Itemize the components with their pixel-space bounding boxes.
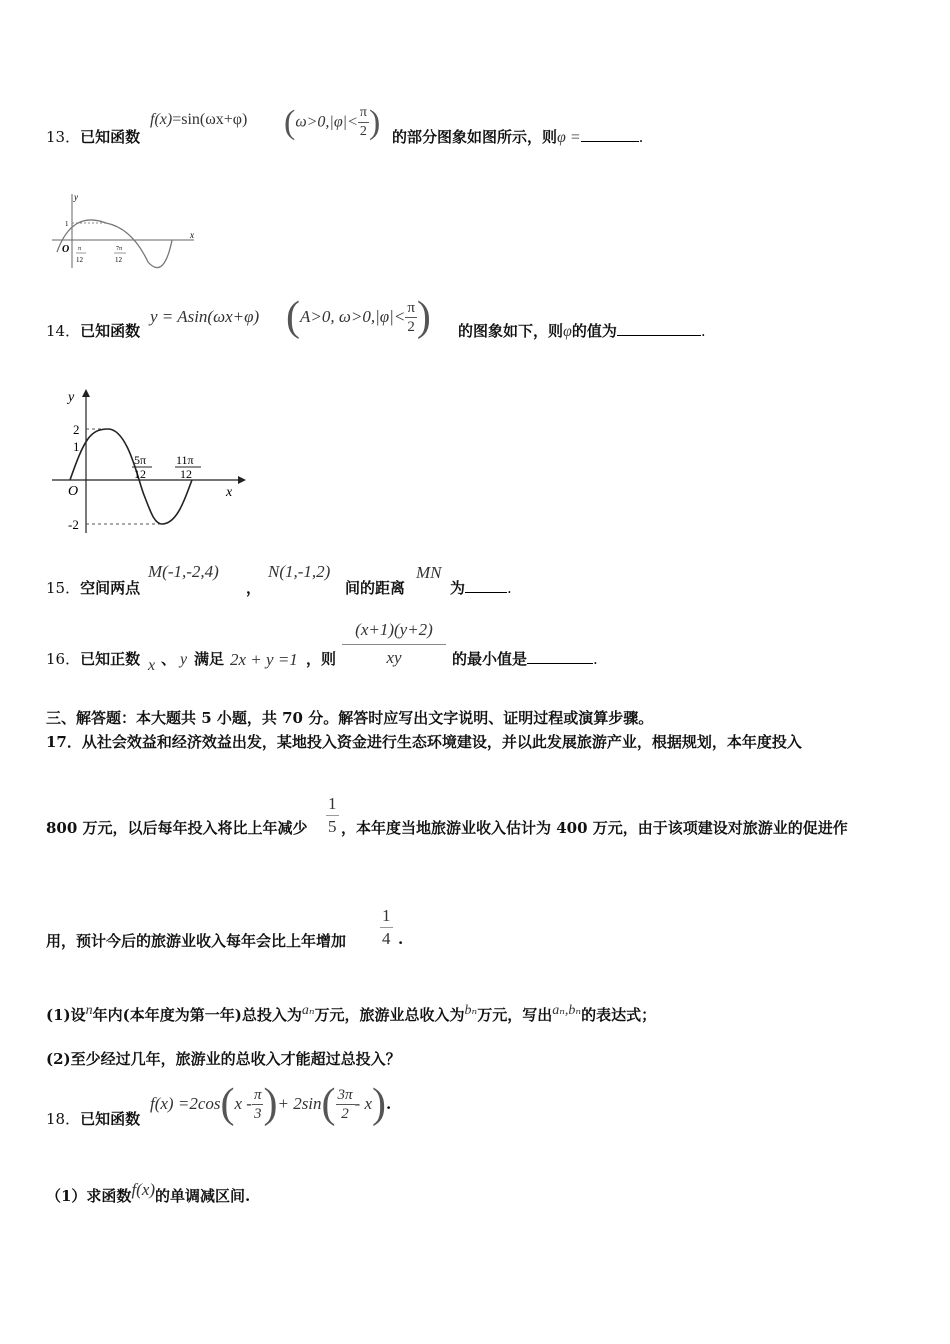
q13-formula-lhs: f(x) — [150, 111, 173, 128]
q13-end: . — [638, 128, 644, 146]
q16-frac-num: (x+1)(y+2) — [342, 620, 446, 645]
q18-p1-b: 的单调减区间. — [155, 1187, 251, 1205]
q14-left-paren: ( — [286, 294, 300, 340]
q17-line2-rest — [341, 817, 848, 838]
q13-condition-fraction — [358, 104, 369, 141]
question-13 — [46, 126, 140, 147]
q13-condition-text: ω>0,|φ|< — [295, 113, 358, 131]
q14-tick2-den: 12 — [180, 467, 192, 481]
q17-part2: (2)至少经过几年，旅游业的总收入才能超过总投入？ — [46, 1050, 401, 1068]
q18-intro: 已知函数 — [80, 1110, 141, 1128]
q14-label-one: 1 — [73, 439, 80, 454]
q14-sine-curve — [70, 429, 192, 524]
q13-tick1-den: 12 — [76, 256, 83, 264]
section-heading: 三、解答题：本大题共 5 小题，共 70 分。解答时应写出文字说明、证明过程或演算步骤。 — [46, 709, 654, 727]
q14-formula — [150, 307, 259, 327]
q14-intro: 已知函数 — [80, 322, 141, 340]
q15-post: 为 — [450, 579, 466, 597]
q17-p1-c: 万元，旅游业总收入为 — [314, 1006, 465, 1024]
q16-x-var: x — [148, 657, 156, 674]
q18-frac1-den: 3 — [253, 1105, 262, 1122]
q17-frac1-den: 5 — [328, 817, 337, 836]
q16-equation — [230, 650, 298, 670]
q17-p1-bn: bₙ — [464, 1003, 478, 1018]
q15-answer-blank — [465, 592, 507, 593]
q16-intro: 已知正数 — [80, 650, 141, 668]
q14-label-origin: O — [68, 484, 79, 499]
q17-p1-n: n — [85, 1003, 93, 1018]
q17-line3-end — [398, 930, 403, 948]
q15-mid-text: 间的距离 — [345, 579, 406, 597]
q14-tick1-num: 5π — [134, 453, 147, 467]
question-18 — [46, 1108, 140, 1129]
q13-label-x: x — [190, 230, 194, 240]
q16-x — [148, 656, 155, 675]
q14-label-y: y — [68, 390, 75, 405]
q17-frac2 — [380, 905, 393, 950]
q15-separator — [246, 577, 261, 598]
q18-lhs: f(x) =2cos — [150, 1094, 221, 1113]
q17-fraction-1 — [326, 793, 339, 838]
q18-paren2-open: ( — [321, 1081, 336, 1127]
q14-label-two: 2 — [73, 422, 80, 437]
q13-label-origin: O — [62, 244, 70, 255]
q15-point-m — [148, 562, 219, 582]
q18-formula — [150, 1083, 391, 1125]
q17-p1-an: aₙ — [301, 1003, 315, 1018]
q13-intro: 已知函数 — [80, 128, 141, 146]
q14-post: 的图象如下，则 — [458, 322, 564, 340]
q17-line2-a: 800 万元，以后每年投入将比上年减少 — [46, 819, 308, 837]
q13-formula — [150, 110, 247, 129]
q16-answer-blank — [527, 663, 593, 664]
q13-left-paren: ( — [284, 103, 296, 141]
q17-line3-b: . — [398, 930, 404, 948]
q14-label-neg-two: -2 — [68, 517, 79, 532]
q17-p1-d: 万元，写出 — [477, 1006, 553, 1024]
q14-right-paren: ) — [416, 294, 431, 340]
q15-point-n — [268, 562, 330, 582]
q17-frac1 — [326, 793, 339, 838]
q14-answer-blank — [617, 335, 701, 336]
q15-end: . — [507, 579, 512, 597]
q17-p1-b: 年内(本年度为第一年)总投入为 — [92, 1006, 302, 1024]
q18-number: 18． — [46, 1110, 81, 1128]
q14-condition-fraction — [405, 299, 417, 336]
q18-arg1: x - — [234, 1094, 252, 1113]
q18-frac2 — [336, 1086, 355, 1123]
q17-p1-e: 的表达式； — [581, 1006, 657, 1024]
q17-line1: 17．从社会效益和经济效益出发，某地投入资金进行生态环境建设，并以此发展旅游产业，根据规划，本年度投入 — [46, 733, 802, 751]
q15-tail — [450, 577, 512, 598]
q14-number: 14． — [46, 322, 81, 340]
q13-tail — [392, 126, 643, 147]
q16-y-var: y — [180, 651, 188, 668]
q17-line2-b: ，本年度当地旅游业收入估计为 400 万元，由于该项建设对旅游业的促进作 — [341, 819, 848, 837]
q14-condition-text: A>0, ω>0,|φ|< — [300, 307, 406, 326]
q14-ask: φ — [563, 323, 572, 340]
q14-graph — [48, 385, 248, 535]
q16-sep — [161, 648, 176, 669]
q13-graph — [52, 190, 202, 270]
q16-eq-text: 2x + y =1 — [230, 650, 298, 669]
q15-m-coords: M(-1,-2,4) — [148, 562, 219, 581]
question-14 — [46, 320, 140, 341]
q13-right-paren: ) — [368, 103, 381, 141]
q18-paren1-open: ( — [220, 1081, 235, 1127]
q16-fraction — [342, 620, 446, 667]
q14-cond-pi: π — [407, 299, 415, 316]
q13-answer-blank — [581, 141, 639, 142]
q17-line3-a: 用，预计今后的旅游业收入每年会比上年增加 — [46, 932, 347, 950]
q14-tail — [458, 320, 706, 341]
q18-paren1-close: ) — [263, 1081, 278, 1127]
q18-frac1-num: π — [253, 1086, 262, 1103]
q17-line3 — [46, 930, 346, 951]
q18-frac1 — [252, 1086, 264, 1123]
q14-condition — [286, 296, 431, 338]
q15-mn-text: MN — [416, 563, 442, 582]
q13-label-one: 1 — [65, 220, 69, 228]
q13-cond-pi: π — [358, 104, 369, 123]
q18-minus-x: - x — [354, 1094, 373, 1113]
q17-fraction-2 — [380, 905, 393, 950]
question-16 — [46, 648, 140, 669]
q16-then-text: ，则 — [306, 650, 337, 668]
q18-frac2-den: 2 — [341, 1105, 349, 1122]
q16-y — [180, 650, 187, 669]
q14-cond-two: 2 — [407, 318, 415, 335]
q18-end: . — [386, 1095, 392, 1113]
q14-end: . — [700, 322, 706, 340]
q16-mid-text: 满足 — [194, 650, 225, 668]
q15-number: 15． — [46, 579, 81, 597]
q16-then — [306, 648, 336, 669]
q16-post: 的最小值是 — [452, 650, 528, 668]
q17-frac2-den: 4 — [382, 929, 391, 948]
q13-post: 的部分图象如图所示，则 — [392, 128, 558, 146]
q18-frac2-num: 3π — [337, 1086, 353, 1103]
q18-plus: + 2sin — [277, 1094, 322, 1113]
q18-paren2-close: ) — [372, 1081, 387, 1127]
q13-tick2-num: 7π — [116, 246, 123, 252]
q17-part1 — [46, 1002, 656, 1025]
q18-part1 — [46, 1180, 250, 1206]
q13-number: 13． — [46, 128, 81, 146]
q14-tick1-den: 12 — [134, 467, 146, 481]
q15-n-coords: N(1,-1,2) — [268, 562, 331, 581]
q14-formula-text: y = Asin(ωx+φ) — [150, 307, 260, 326]
q14-tick2-num: 11π — [176, 453, 194, 467]
q17-p1-ab: aₙ,bₙ — [552, 1003, 582, 1018]
q16-frac — [342, 620, 446, 667]
q17-frac2-num: 1 — [380, 905, 393, 928]
q16-number: 16． — [46, 650, 81, 668]
question-15 — [46, 577, 140, 598]
q13-formula-rhs: =sin(ωx+φ) — [172, 111, 248, 128]
q13-tick2-den: 12 — [115, 256, 122, 264]
q15-comma: ， — [246, 579, 262, 597]
q14-y-arrow — [82, 389, 90, 397]
q15-mn — [416, 563, 442, 583]
q18-p1-a: （1）求函数 — [46, 1187, 132, 1205]
q15-intro: 空间两点 — [80, 579, 141, 597]
q17-frac1-num: 1 — [326, 793, 339, 816]
q14-post2: 的值为 — [571, 322, 617, 340]
q17-line2 — [46, 817, 308, 838]
q13-condition — [284, 104, 380, 141]
q13-label-y: y — [74, 192, 78, 202]
q14-x-arrow — [238, 476, 246, 484]
q16-end: . — [593, 650, 598, 668]
q16-sep-mark: 、 — [161, 650, 177, 668]
q13-tick1-num: π — [78, 246, 82, 252]
q13-ask: φ = — [557, 129, 581, 146]
q16-frac-den: xy — [386, 648, 402, 667]
q18-p1-f: f(x) — [131, 1180, 156, 1199]
q16-tail — [452, 648, 598, 669]
q13-cond-two: 2 — [359, 124, 367, 139]
q15-mid — [345, 577, 405, 598]
q14-label-x: x — [226, 485, 233, 500]
q17-p1-a: (1)设 — [46, 1006, 86, 1024]
q16-mid — [194, 648, 224, 669]
